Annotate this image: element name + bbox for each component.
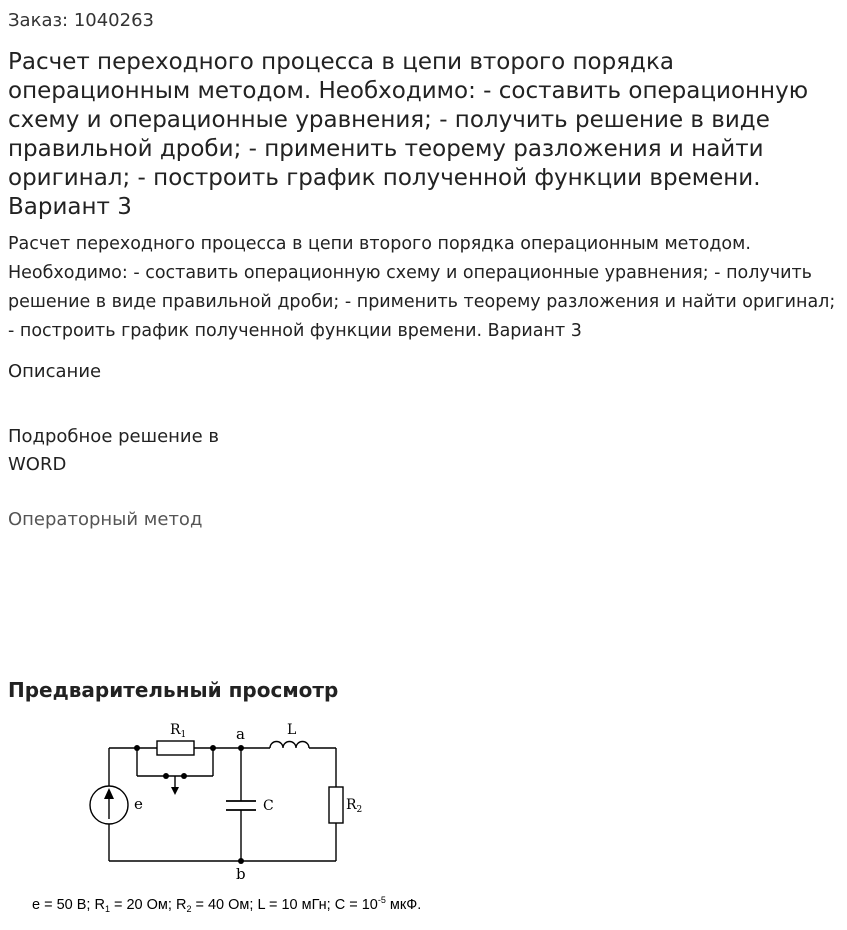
node-b-dot (238, 858, 244, 864)
label-inductor: L (287, 722, 297, 738)
description-heading: Описание (8, 361, 102, 382)
inductor-l (270, 742, 309, 749)
solution-format: Подробное решение в WORD (8, 426, 220, 475)
label-node-b: b (236, 865, 246, 883)
label-node-a: a (236, 725, 245, 743)
label-r2: $R_2$ (346, 797, 363, 815)
page-title: Расчет переходного процесса в цепи второго порядка операционным методом. Необходимо: - составить операционную схему и операционные уравнения; - получить решение в виде правильной дроби; - применить теорему разложения и найти оригинал; - построить график полученной функции времени. Вариант 3 (8, 49, 809, 220)
label-source: e (134, 795, 143, 813)
circuit-parameters: e = 50 В; $R_1 = 20$ Ом; $R_2 = 40$ Ом; L = 10 мГн; $C = 10^{-5}$ мкФ. (32, 895, 422, 914)
resistor-r1 (157, 741, 194, 755)
label-r1: $R_1$ (170, 722, 187, 740)
node-a-dot (238, 745, 244, 751)
method-tag[interactable]: Операторный метод (8, 509, 203, 530)
task-description: Расчет переходного процесса в цепи второго порядка операционным методом. Необходимо: - составить операционную схему и операционные уравнения; - получить решение в виде правильной дроби; - применить теорему разложения и найти оригинал; - построить график полученной функции времени. Вариант 3 (8, 234, 836, 341)
order-number: Заказ: 1040263 (8, 10, 154, 31)
resistor-r2 (329, 787, 343, 823)
label-capacitor: C (263, 798, 274, 814)
preview-heading: Предварительный просмотр (8, 678, 339, 702)
circuit-diagram (30, 715, 460, 930)
